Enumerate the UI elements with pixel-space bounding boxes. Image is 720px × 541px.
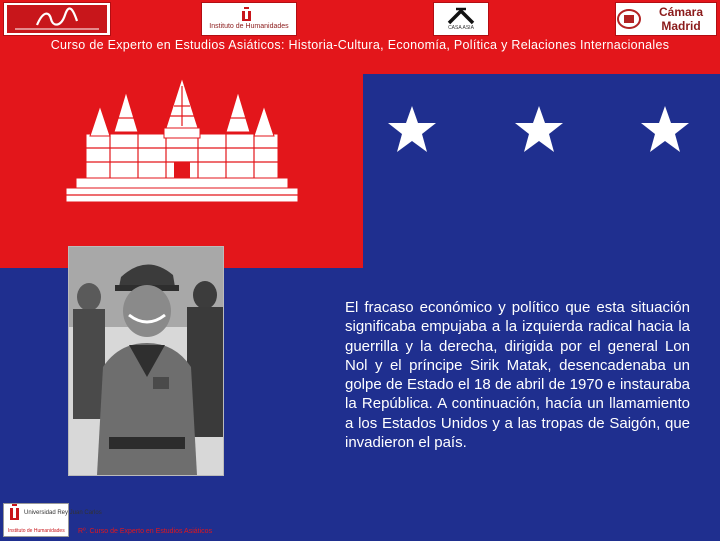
university-logo-icon <box>239 7 259 23</box>
footer-text: Rº. Curso de Experto en Estudios Asiáticos <box>78 528 213 535</box>
white-star-icon <box>639 104 691 156</box>
university-logo <box>201 2 297 36</box>
portrait-photo-icon <box>69 247 223 475</box>
casa-asia-logo-icon <box>446 7 476 25</box>
red-signature-logo-icon <box>7 5 107 33</box>
casa-asia-logo <box>433 2 489 36</box>
camara-madrid-logo-text: Cámara Madrid <box>658 5 704 33</box>
camara-madrid-logo-icon <box>616 8 642 30</box>
body-paragraph: El fracaso económico y político que esta situación significaba empujaba a la izquierda radical hacia la guerrilla y la derecha, dirigida por el general Lon Nol y el príncipe Sirik Matak, desencadenaba un golpe de Estado el 18 de abril de 1970 e instauraba la República. A continuación, hacía un llamamiento a los Estados Unidos y a las tropas de Saigón, que invadieron el país. <box>345 299 690 452</box>
angkor-wat-icon <box>66 78 298 202</box>
red-signature-logo <box>3 2 111 36</box>
university-logo-text: Instituto de Humanidades <box>209 23 289 30</box>
page-title: Curso de Experto en Estudios Asiáticos: Historia-Cultura, Economía, Política y Relaciones Internacionales <box>50 38 670 52</box>
footer-logo-subtext: Instituto de Humanidades <box>8 528 65 534</box>
white-star-icon <box>513 104 565 156</box>
white-star-icon <box>386 104 438 156</box>
footer-logo-text: Universidad Rey Juan Carlos <box>24 510 102 516</box>
portrait-photo <box>68 246 224 476</box>
footer-university-logo-icon <box>4 504 102 536</box>
header-bar <box>0 0 720 74</box>
footer-university-logo <box>3 503 102 537</box>
casa-asia-logo-text: CASA ASIA <box>448 25 474 31</box>
camara-madrid-logo <box>615 2 717 36</box>
